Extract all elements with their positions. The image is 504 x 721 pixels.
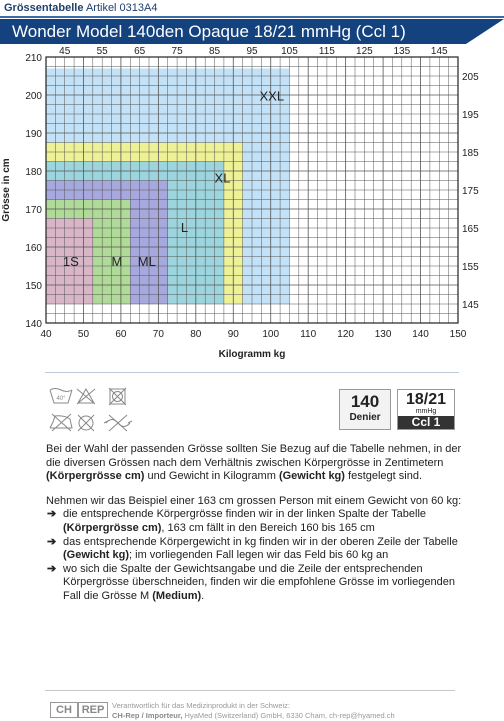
header-text: Grössentabelle Artikel 0313A4: [4, 2, 158, 14]
mmhg-unit: mmHg: [415, 408, 437, 415]
svg-text:40°: 40°: [56, 396, 66, 402]
care-symbols: [46, 386, 146, 436]
example-paragraph: Nehmen wir das Beispiel einer 163 cm grossen Person mit einem Gewicht von 60 kg:: [46, 494, 462, 507]
instructions: [46, 443, 466, 604]
wash-40-icon: [50, 389, 72, 404]
x-top-tick-label: 65: [134, 46, 146, 57]
x-tick-label: 110: [300, 329, 317, 340]
x-top-tick-label: 45: [59, 46, 71, 57]
y-tick-label: 150: [25, 281, 42, 292]
y-tick-label: 180: [25, 167, 42, 178]
y-tick-label: 170: [25, 205, 42, 216]
rep-tag: REP: [78, 702, 108, 718]
no-dry-clean-icon: [78, 415, 94, 431]
x-tick-label: 70: [152, 329, 164, 340]
x-tick-label: 130: [374, 329, 392, 340]
size-label-1s: 1S: [62, 254, 79, 269]
x-tick-label: 50: [77, 329, 90, 340]
footer-rule: [45, 690, 455, 691]
denier-value: 140: [350, 392, 380, 411]
x-top-tick-label: 55: [96, 46, 108, 57]
y-right-tick-label: 205: [462, 72, 479, 83]
x-tick-label: 150: [449, 329, 467, 340]
intro-paragraph: Bei der Wahl der passenden Grösse sollten Sie Bezug auf die Tabelle nehmen, in der die diversen Grössen nach dem Verhältnis zwischen Körpergrösse in Zentimetern (Körpergrösse cm) und Gewicht in Kilogramm (Gewicht kg) festgelegt sind.: [46, 443, 462, 483]
arrow-icon: ➔: [47, 508, 57, 521]
no-iron-icon: [50, 414, 72, 431]
x-tick-label: 140: [412, 329, 429, 340]
step-1: ➔ die entsprechende Körpergrösse finden wir in der linken Spalte der Tabelle (Körpergrösse cm), 163 cm fällt in den Bereich 160 bis 165 cm: [47, 508, 427, 534]
x-tick-label: 40: [40, 329, 52, 340]
y-right-tick-label: 155: [462, 262, 479, 273]
no-bleach-icon: [77, 389, 95, 404]
arrow-icon: ➔: [47, 562, 57, 575]
ch-tag: CH: [50, 702, 78, 718]
y-tick-label: 200: [25, 91, 42, 102]
y-right-tick-label: 145: [462, 300, 479, 311]
arrow-icon: ➔: [47, 535, 57, 548]
title-bar-cap: [466, 19, 504, 44]
x-top-tick-label: 75: [171, 46, 183, 57]
x-top-tick-label: 145: [430, 46, 448, 57]
x-top-tick-label: 95: [246, 46, 258, 57]
step-2: ➔ das entsprechende Körpergewicht in kg finden wir in der oberen Zeile der Tabelle (Gewicht kg); im vorliegenden Fall legen wir das Feld bis 60 kg an: [47, 535, 458, 562]
compression-class: Ccl 1: [398, 416, 454, 429]
x-tick-label: 120: [337, 329, 354, 340]
y-right-tick-label: 175: [462, 186, 479, 197]
y-tick-label: 210: [25, 53, 42, 64]
step-3: ➔ wo sich die Spalte der Gewichtsangabe und die Zeile der entsprechenden Körpergrösse überschneiden, finden wir die empfohlene Grösse im vorliegenden Fall die Grösse M (Medium).: [47, 562, 455, 602]
y-right-tick-label: 165: [462, 224, 479, 235]
size-label-m: M: [111, 254, 123, 269]
x-top-tick-label: 125: [356, 46, 373, 57]
x-axis-title: Kilogramm kg: [218, 349, 286, 360]
x-top-tick-label: 115: [318, 46, 335, 57]
x-tick-label: 100: [262, 329, 280, 340]
header-rule: [0, 16, 504, 18]
x-top-tick-label: 135: [393, 46, 411, 57]
y-right-tick-label: 195: [462, 110, 479, 121]
divider: [45, 372, 459, 373]
size-chart: [0, 44, 504, 372]
x-tick-label: 80: [190, 329, 202, 340]
x-top-tick-label: 105: [281, 46, 298, 57]
size-label-xxl: XXL: [259, 88, 285, 104]
y-tick-label: 160: [25, 243, 42, 254]
denier-badge: [339, 389, 391, 430]
y-tick-label: 190: [25, 129, 42, 140]
x-top-tick-label: 85: [208, 46, 221, 57]
denier-label: Denier: [349, 412, 381, 423]
y-right-tick-label: 185: [462, 148, 479, 159]
y-axis-title: Grösse in cm: [1, 158, 12, 222]
no-tumble-dry-icon: [109, 388, 126, 405]
product-title: Wonder Model 140den Opaque 18/21 mmHg (Ccl 1): [12, 22, 406, 41]
compression-badge: [397, 389, 455, 430]
footer-text: Verantwortlich für das Medizinprodukt in der Schweiz: CH-Rep / Importeur, HyaMed (Switzerland) GmbH, 6330 Cham, ch-rep@hyamed.ch: [112, 701, 395, 720]
mmhg-range: 18/21: [405, 391, 447, 408]
size-label-ml: ML: [137, 254, 156, 269]
size-label-l: L: [180, 219, 189, 235]
x-tick-label: 90: [227, 329, 239, 340]
size-label-xl: XL: [214, 170, 231, 186]
no-wring-icon: [104, 415, 132, 431]
y-tick-label: 140: [25, 319, 42, 330]
x-tick-label: 60: [115, 329, 127, 340]
